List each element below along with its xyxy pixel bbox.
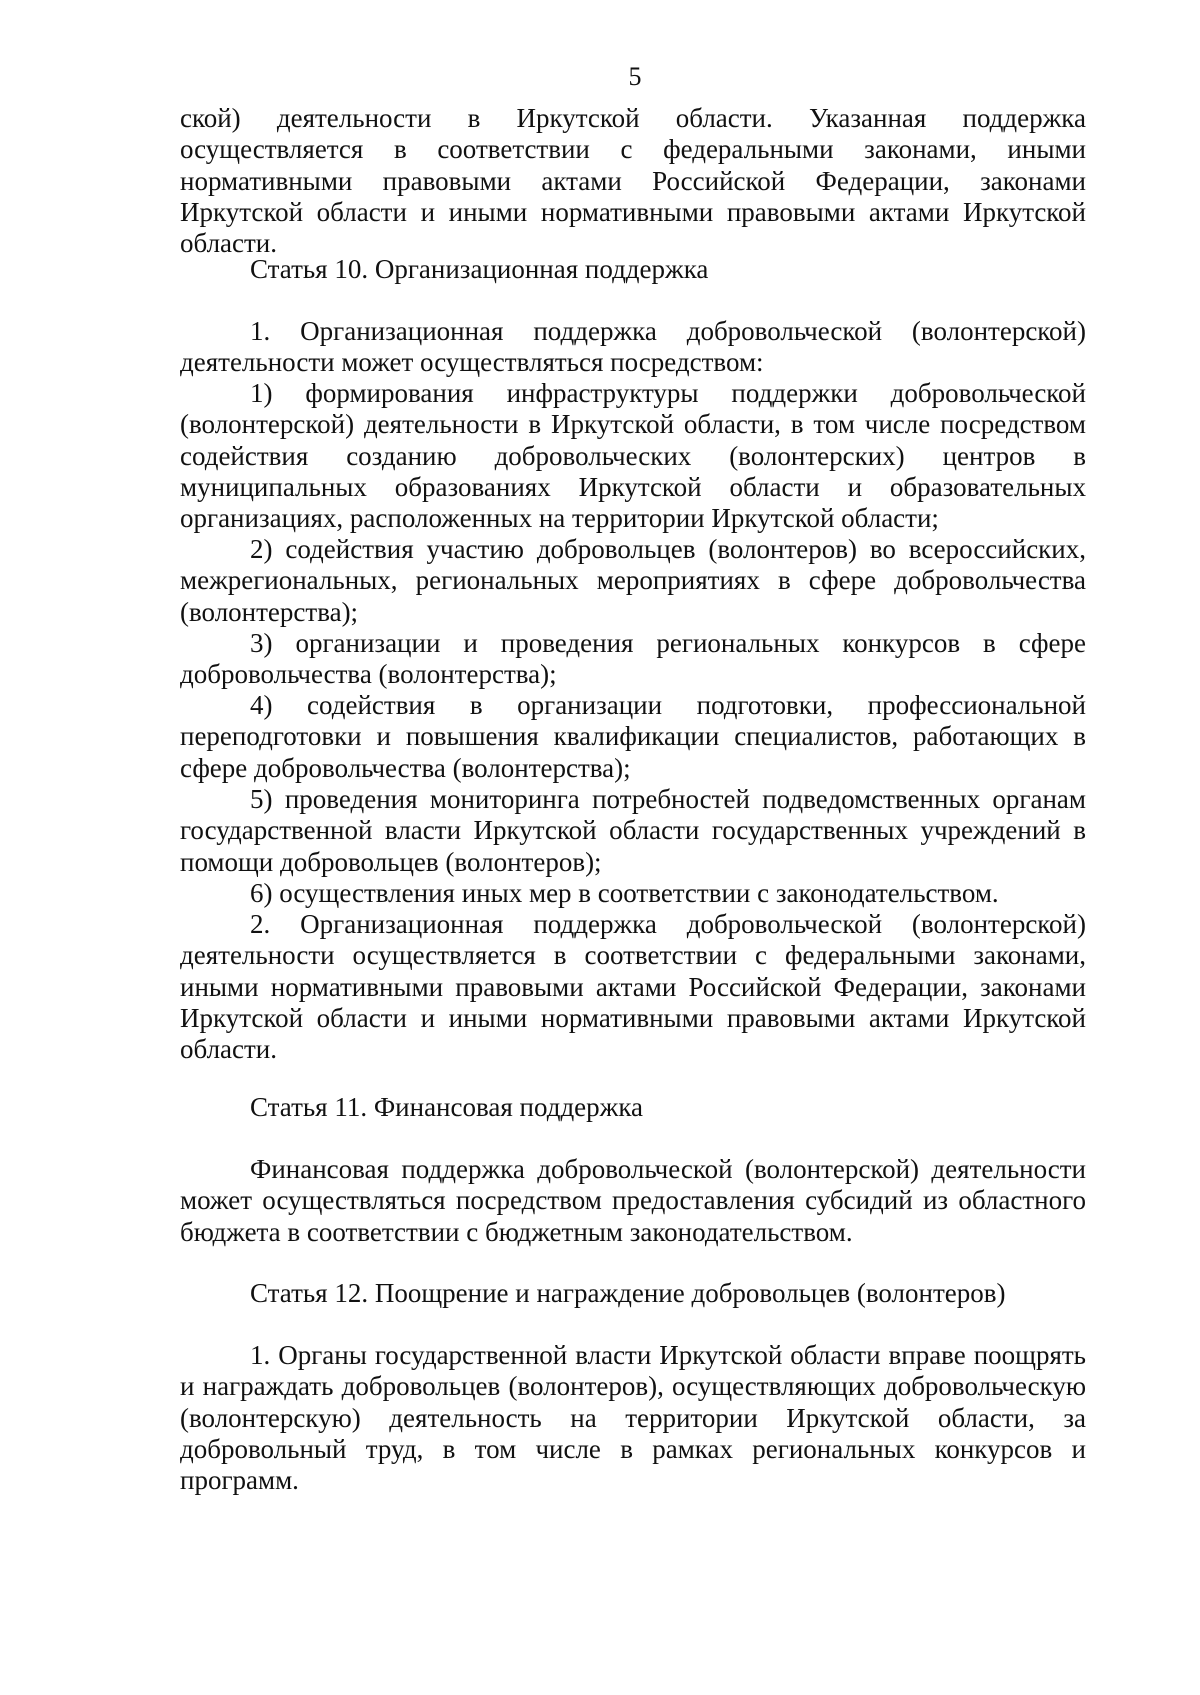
article-10-item-1: 1) формирования инфраструктуры поддержки добровольческой (волонтерской) деятельности в Иркутской области, в том числе посредством содействия созданию добровольческих (волонтерских) центров в муниципальных образованиях Иркутской области и образовательных организациях, расположенных на территории Иркутской области; xyxy=(180,378,1086,534)
article-10-item-4: 4) содействия в организации подготовки, профессиональной переподготовки и повышения квалификации специалистов, работающих в сфере добровольчества (волонтерства); xyxy=(180,690,1086,783)
article-10-item-2: 2) содействия участию добровольцев (волонтеров) во всероссийских, межрегиональных, региональных мероприятиях в сфере добровольчества (волонтерства); xyxy=(180,534,1086,627)
article-10-item-3: 3) организации и проведения региональных конкурсов в сфере добровольчества (волонтерства); xyxy=(180,628,1086,690)
intro-paragraph: ской) деятельности в Иркутской области. Указанная поддержка осуществляется в соответствии с федеральными законами, иными нормативными правовыми актами Российской Федерации, законами Иркутской области и иными нормативными правовыми актами Иркутской области. xyxy=(180,103,1086,259)
article-12-title: Статья 12. Поощрение и награждение добровольцев (волонтеров) xyxy=(250,1278,1006,1308)
article-11-paragraph-1: Финансовая поддержка добровольческой (волонтерской) деятельности может осуществляться посредством предоставления субсидий из областного бюджета в соответствии с бюджетным законодательством. xyxy=(180,1154,1086,1247)
article-10-item-6: 6) осуществления иных мер в соответствии с законодательством. xyxy=(250,878,999,908)
article-12-paragraph-1: 1. Органы государственной власти Иркутской области вправе поощрять и награждать добровольцев (волонтеров), осуществляющих добровольческую (волонтерскую) деятельность на территории Иркутской области, за добровольный труд, в том числе в рамках региональных конкурсов и программ. xyxy=(180,1340,1086,1496)
article-11-title: Статья 11. Финансовая поддержка xyxy=(250,1092,644,1122)
article-10-paragraph-2: 2. Организационная поддержка добровольческой (волонтерской) деятельности осуществляется в соответствии с федеральными законами, иными нормативными правовыми актами Российской Федерации, законами Иркутской области и иными нормативными правовыми актами Иркутской области. xyxy=(180,909,1086,1065)
article-10-item-5: 5) проведения мониторинга потребностей подведомственных органам государственной власти Иркутской области государственных учреждений в помощи добровольцев (волонтеров); xyxy=(180,784,1086,877)
article-10-title: Статья 10. Организационная поддержка xyxy=(250,254,709,284)
page-number: 5 xyxy=(628,62,642,91)
article-10-paragraph-1: 1. Организационная поддержка добровольческой (волонтерской) деятельности может осуществляться посредством: xyxy=(180,316,1086,378)
